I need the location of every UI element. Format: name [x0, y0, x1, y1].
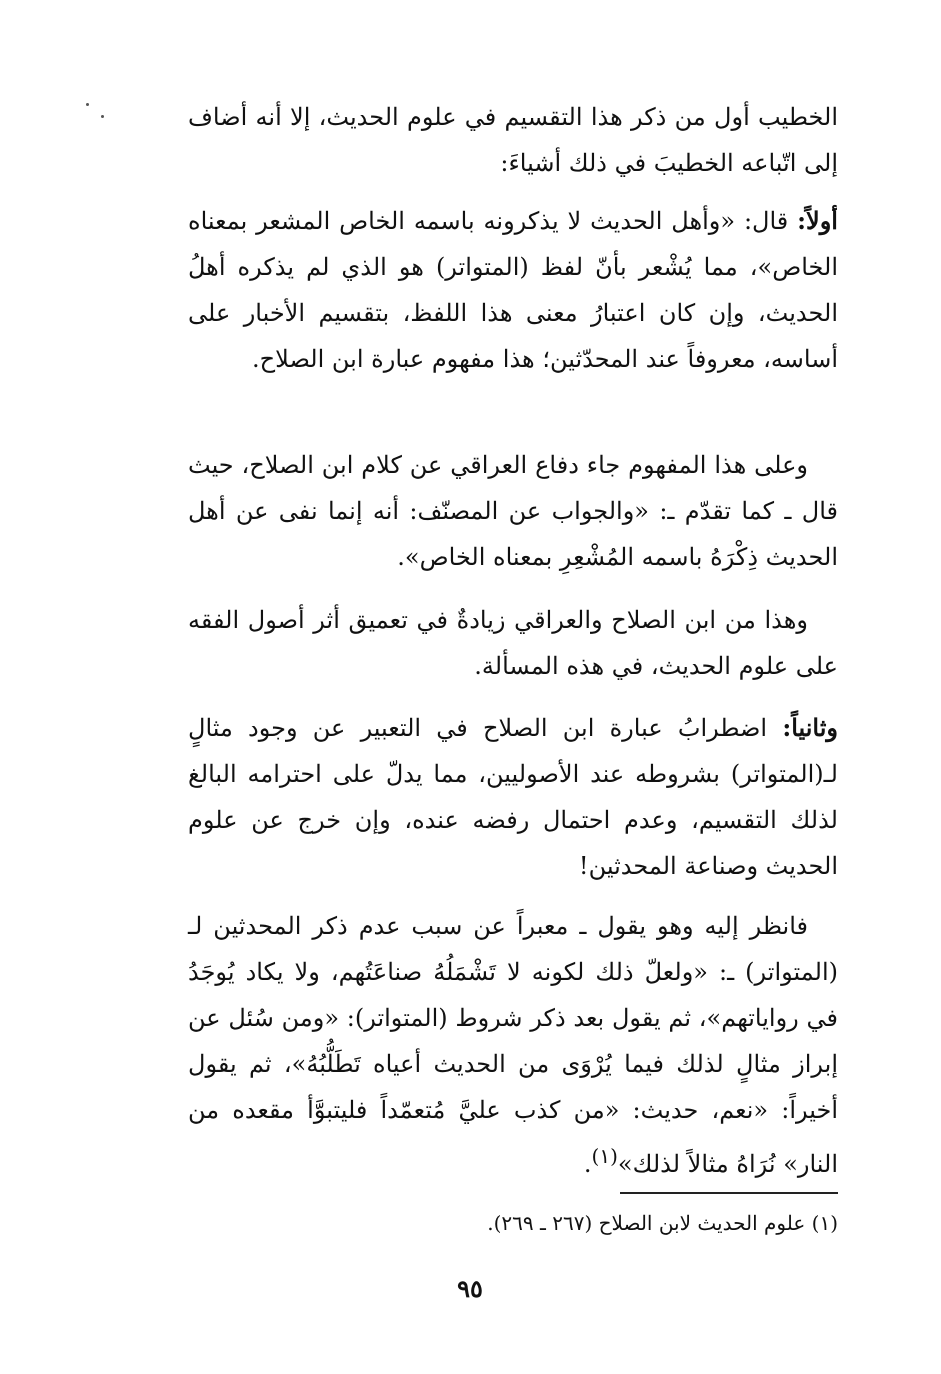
scan-speck	[86, 103, 89, 106]
footnote-divider	[620, 1192, 838, 1194]
footnote-marker: (١)	[591, 1144, 618, 1168]
page-number: ٩٥	[457, 1274, 483, 1303]
paragraph-usul-influence	[188, 597, 838, 689]
paragraph-intro: الخطيب أول من ذكر هذا التقسيم في علوم الحديث، إلا أنه أضاف إلى اتّباعه الخطيبَ في ذلك أشياءَ:	[188, 103, 839, 177]
paragraph-quotes: فانظر إليه وهو يقول ـ معبراً عن سبب عدم ذكر المحدثين لـ (المتواتر) ـ: «ولعلّ ذلك لكونه لا تَشْمَلُهُ صناعَتُهم، ولا يكاد يُوجَدُ في رواياتهم»، ثم يقول بعد ذكر شروط (المتواتر): «ومن سُئل عن إبراز مثالٍ لذلك فيما يُرْوَى من الحديث أعياه تَطَلُّبُهُ»، ثم يقول أخيراً: «نعم، حديث: «من كذب عليَّ مُتعمّداً فليتبوَّأ مقعده من النار» نُرَاهُ مثالاً لذلك»$^{(١)}$.	[188, 912, 838, 1178]
paragraph-first-point	[188, 198, 838, 382]
first-point-text: قال: «وأهل الحديث لا يذكرونه باسمه الخاص المشعر بمعناه الخاص»، مما يُشْعر بأنّ لفظ (المتواتر) هو الذي لم يذكره أهلُ الحديث، وإن كان اعتبارُ معنى هذا اللفظ، بتقسيم الأخبار على أساسه، معروفاً عند المحدّثين؛ هذا مفهوم عبارة ابن الصلاح.	[188, 207, 838, 373]
paragraph-iraqi-defense	[188, 442, 838, 580]
scan-speck	[101, 115, 104, 118]
paragraph-second-point	[188, 705, 838, 889]
footnote: (١) علوم الحديث لابن الصلاح (٢٦٧ ـ ٢٦٩).	[487, 1211, 838, 1235]
usul-influence-text: وهذا من ابن الصلاح والعراقي زيادةٌ في تعميق أثر أصول الفقه على علوم الحديث، في هذه المسألة.	[188, 606, 838, 680]
first-point-label: أولاً:	[797, 206, 838, 235]
iraqi-defense-text: وعلى هذا المفهوم جاء دفاع العراقي عن كلام ابن الصلاح، حيث قال ـ كما تقدّم ـ: «والجواب عن المصنّف: أنه إنما نفى عن أهل الحديث ذِكْرَهُ باسمه المُشْعِرِ بمعناه الخاص».	[188, 451, 838, 571]
second-point-text: اضطرابُ عبارة ابن الصلاح في التعبير عن وجود مثالٍ لـ(المتواتر) بشروطه عند الأصوليين، مما يدلّ على احترامه البالغ لذلك التقسيم، وعدم احتمال رفضه عنده، وإن خرج عن علوم الحديث وصناعة المحدثين!	[188, 714, 838, 880]
second-point-label: وثانياً:	[782, 713, 839, 742]
quotes-text: فانظر إليه وهو يقول ـ معبراً عن سبب عدم ذكر المحدثين لـ (المتواتر) ـ: «ولعلّ ذلك لكونه لا تَشْمَلُهُ صناعَتُهم، ولا يكاد يُوجَدُ في رواياتهم»، ثم يقول بعد ذكر شروط (المتواتر): «ومن سُئل عن إبراز مثالٍ لذلك فيما يُرْوَى من الحديث أعياه تَطَلُّبُهُ»، ثم يقول أخيراً: «نعم، حديث: «من كذب عليَّ مُتعمّداً فليتبوَّأ مقعده من النار» نُرَاهُ مثالاً لذلك»	[188, 912, 838, 1178]
